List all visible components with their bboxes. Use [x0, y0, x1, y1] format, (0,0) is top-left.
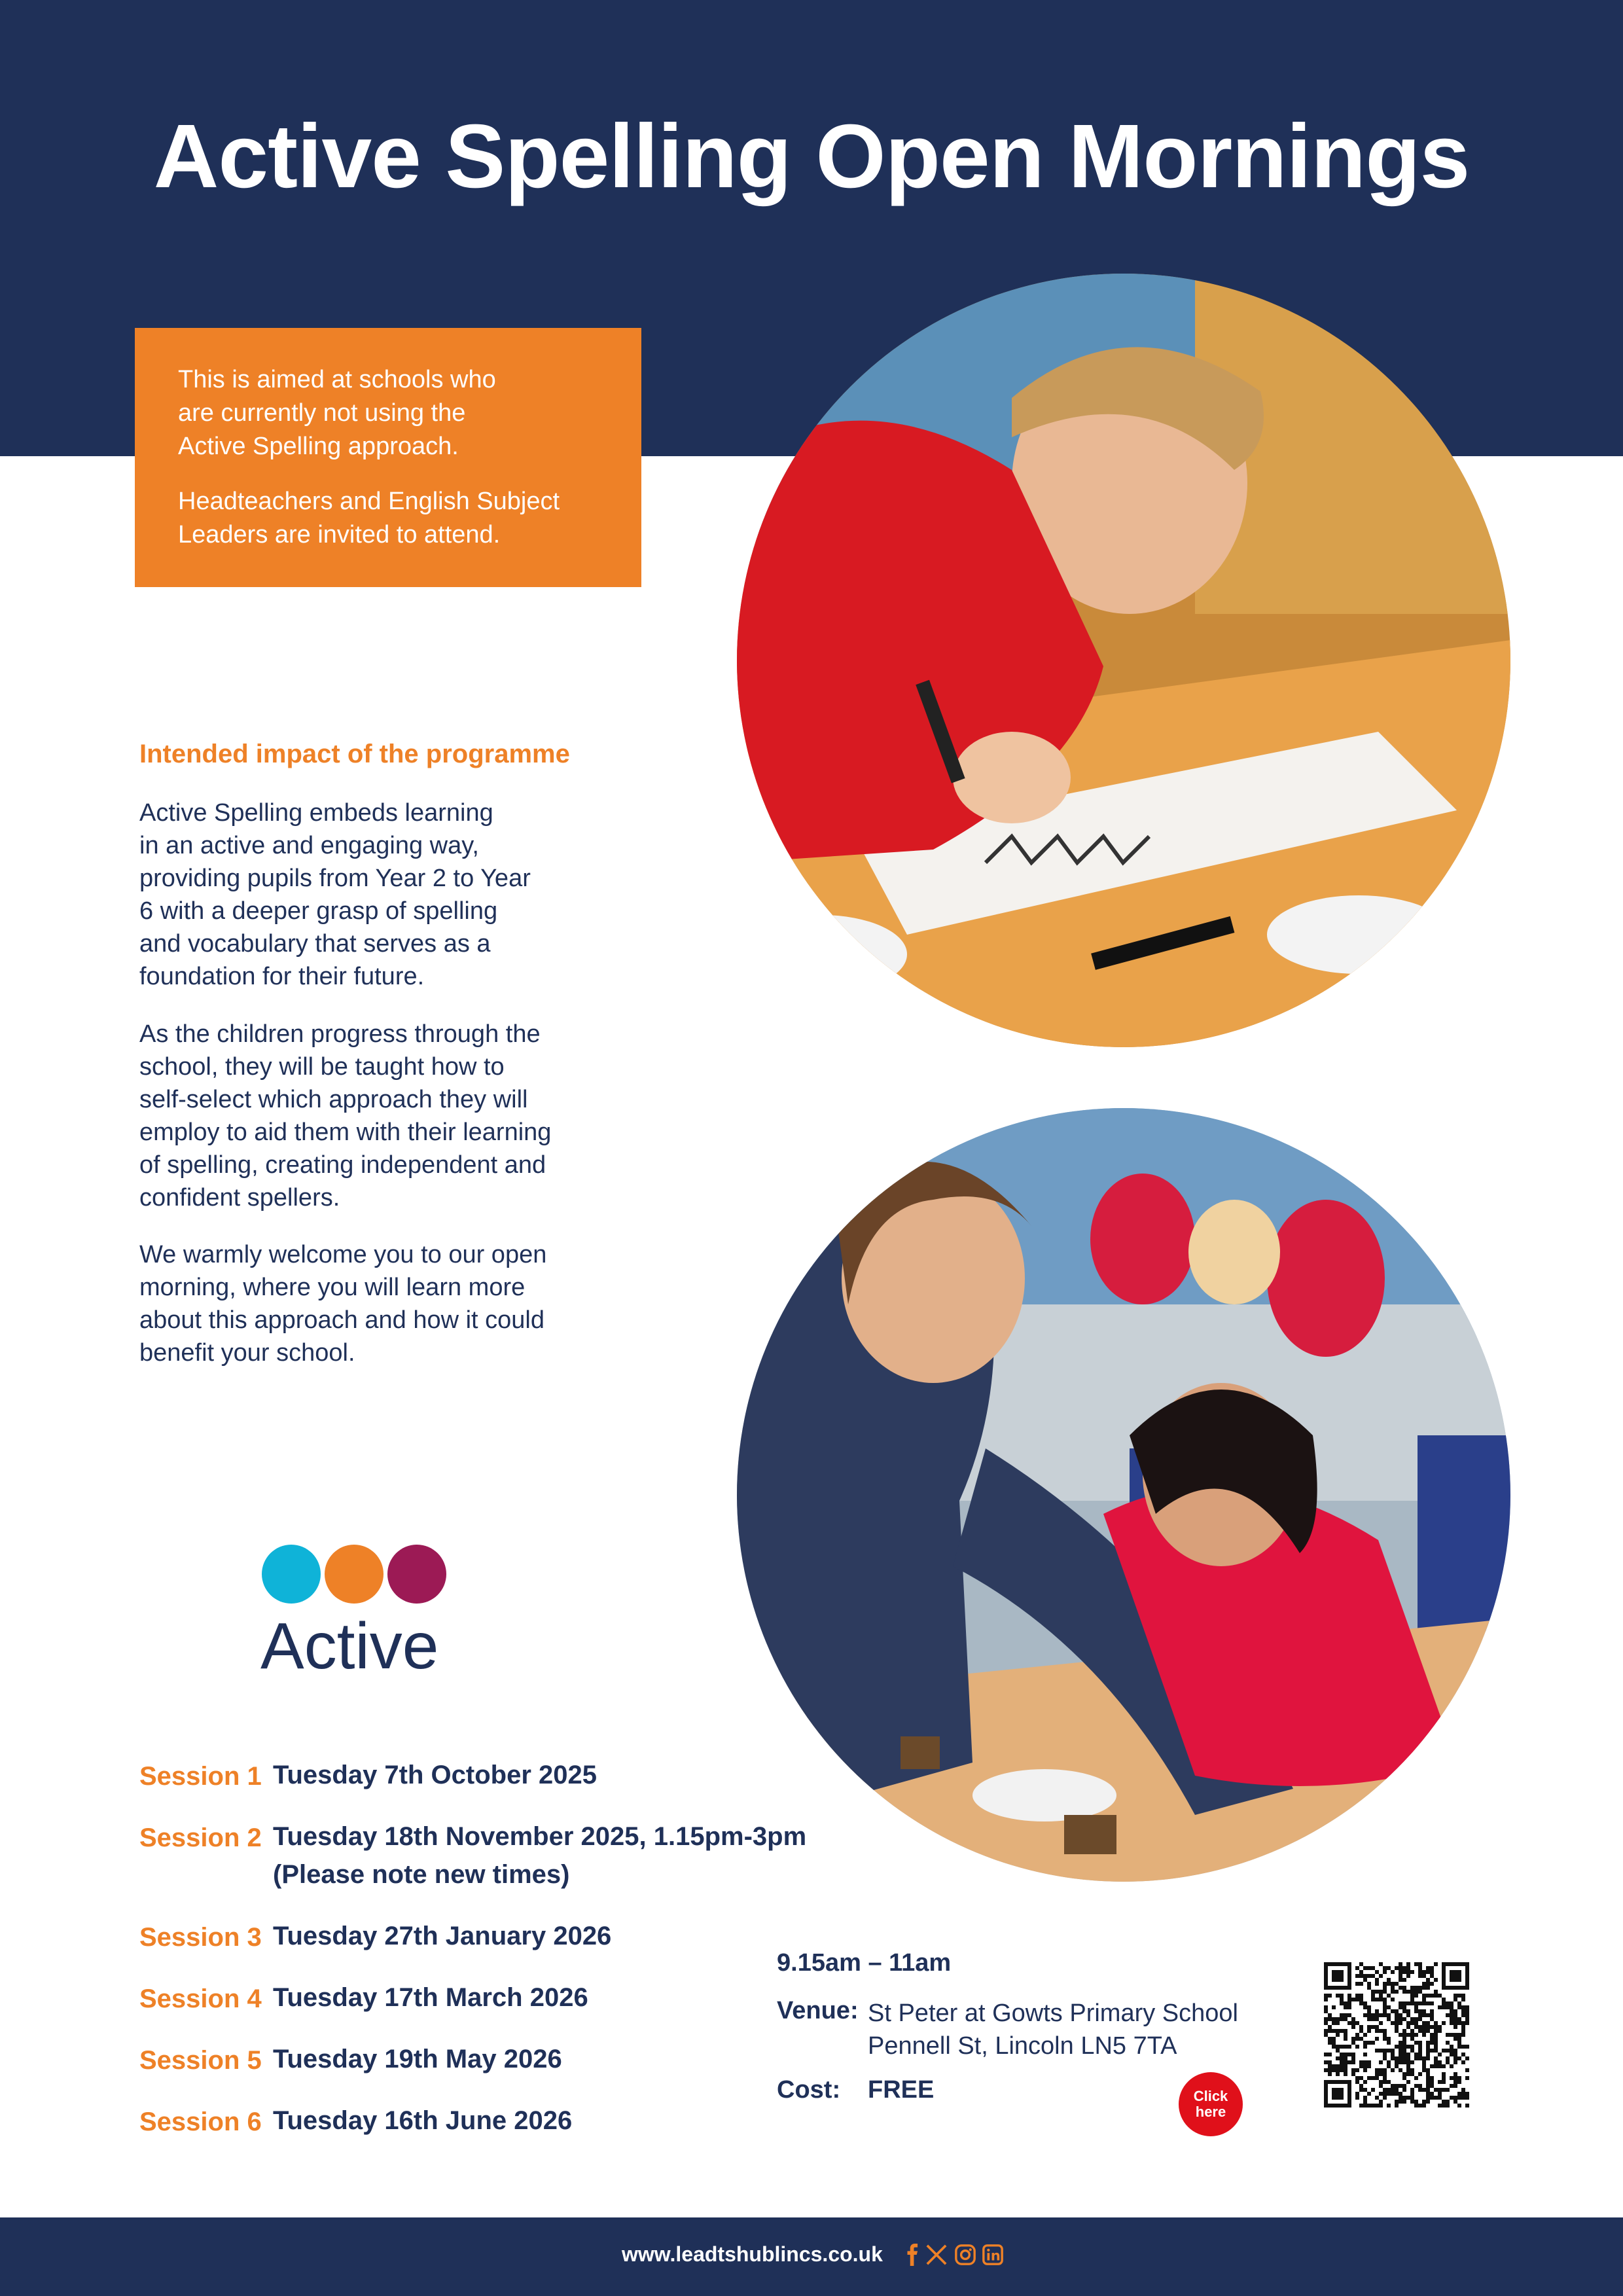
session-label: Session 5: [139, 2046, 262, 2075]
session-row: [139, 2046, 859, 2108]
footer-bar: [0, 2217, 1623, 2296]
sessions-list: [139, 1762, 859, 2169]
session-date: Tuesday 7th October 2025: [273, 1761, 597, 1789]
session-date: Tuesday 17th March 2026: [273, 1983, 588, 2012]
session-row: [139, 1823, 859, 1923]
audience-text: This is aimed at schools who are currently not using the Active Spelling approach.: [178, 366, 496, 460]
session-row: [139, 1923, 859, 1984]
facebook-icon[interactable]: [902, 2244, 924, 2266]
audience-info-box: [135, 328, 641, 587]
session-date-with-note: [273, 1818, 806, 1893]
impact-paragraph-2: As the children progress through the school, they will be taught how to self-select which approach they will employ to aid them with their learning of spelling, creating independent and confident spellers.: [139, 1020, 552, 1211]
qr-code[interactable]: [1324, 1962, 1469, 2108]
instagram-icon[interactable]: [954, 2244, 976, 2266]
logo-dot-blue: [262, 1545, 321, 1604]
active-logo-word: Active: [260, 1609, 439, 1683]
session-date: Tuesday 18th November 2025, 1.15pm-3pm: [273, 1822, 807, 1851]
x-icon[interactable]: [925, 2244, 948, 2266]
session-row: [139, 1762, 859, 1823]
session-date: Tuesday 16th June 2026: [273, 2106, 573, 2135]
session-note: (Please note new times): [273, 1860, 570, 1889]
session-label: Session 1: [139, 1762, 262, 1791]
website-link[interactable]: www.leadtshublincs.co.uk: [622, 2242, 883, 2266]
logo-dot-purple: [387, 1545, 446, 1604]
venue-address: St Peter at Gowts Primary School Pennell St, Lincoln LN5 7TA: [868, 2000, 1238, 2060]
session-label: Session 2: [139, 1823, 262, 1852]
photo-boy-writing: [737, 274, 1510, 1047]
impact-heading: Intended impact of the programme: [139, 740, 570, 768]
session-label: Session 3: [139, 1923, 262, 1952]
session-date: Tuesday 27th January 2026: [273, 1922, 612, 1950]
venue-label: Venue:: [777, 1997, 859, 2024]
impact-paragraph-1: Active Spelling embeds learning in an active and engaging way, providing pupils from Year 2 to Year 6 with a deeper grasp of spelling and vocabulary that serves as a foundation for their future.: [139, 799, 531, 990]
click-here-label-line2: here: [1195, 2104, 1226, 2120]
session-label: Session 4: [139, 1984, 262, 2013]
invitation-text: Headteachers and English Subject Leaders are invited to attend.: [178, 488, 560, 548]
session-row: [139, 2108, 859, 2169]
logo-dot-orange: [325, 1545, 383, 1604]
linkedin-icon[interactable]: [982, 2244, 1004, 2266]
session-row: [139, 1984, 859, 2046]
cost-value: FREE: [868, 2076, 935, 2104]
cost-label: Cost:: [777, 2076, 841, 2104]
click-here-label-line1: Click: [1193, 2088, 1228, 2104]
session-time: 9.15am – 11am: [777, 1949, 952, 1977]
session-date: Tuesday 19th May 2026: [273, 2045, 562, 2073]
click-here-button[interactable]: [1179, 2072, 1243, 2136]
session-label: Session 6: [139, 2108, 262, 2136]
page-title: Active Spelling Open Mornings: [153, 106, 1470, 207]
active-logo-dots: [262, 1545, 449, 1605]
impact-paragraph-3: We warmly welcome you to our open morning, where you will learn more about this approach and how it could benefit your school.: [139, 1241, 547, 1367]
